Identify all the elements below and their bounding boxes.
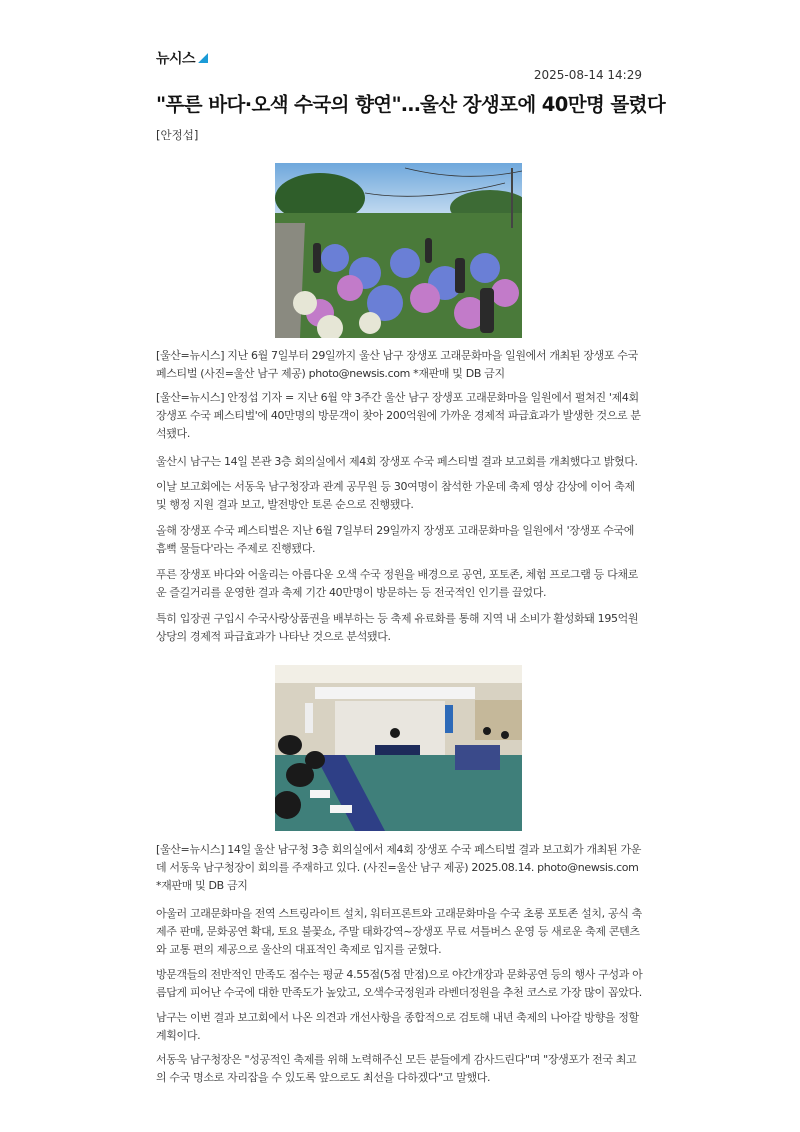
byline: [안정섭]: [156, 128, 199, 142]
paragraph-6: 특히 입장권 구입시 수국사랑상품권을 배부하는 등 축제 유료화를 통해 지역 내 소비가 활성화돼 195억원 상당의 경제적 파급효과가 나타난 것으로 분석됐다.: [156, 612, 639, 643]
caption-2: [울산=뉴시스] 14일 울산 남구청 3층 회의실에서 제4회 장생포 수국 페스티벌 결과 보고회가 개최된 가운데 서동욱 남구청장이 회의를 주재하고 있다. (사진=울산 남구 제공) 2025.08.14. photo@newsis.com *재판매 및 DB 금지: [156, 843, 642, 892]
paragraph-9: 남구는 이번 결과 보고회에서 나온 의견과 개선사항을 종합적으로 검토해 내년 축제의 나아갈 방향을 정할 계획이다.: [156, 1011, 639, 1042]
meeting-photo: [275, 665, 522, 831]
newsis-logo[interactable]: [156, 48, 208, 68]
paragraph-8: 방문객들의 전반적인 만족도 점수는 평균 4.55점(5점 만점)으로 야간개장과 문화공연 등의 행사 구성과 아름답게 피어난 수국에 대한 만족도가 높았고, 오색수국정원과 라벤더정원을 추천 코스로 가장 많이 꼽았다.: [156, 968, 643, 999]
caption-1: [울산=뉴시스] 지난 6월 7일부터 29일까지 울산 남구 장생포 고래문화마을 일원에서 개최된 장생포 수국 페스티벌 (사진=울산 남구 제공) photo@newsis.com *재판매 및 DB 금지: [156, 349, 638, 380]
paragraph-3: 이날 보고회에는 서동욱 남구청장과 관계 공무원 등 30여명이 참석한 가운데 축제 영상 감상에 이어 축제 및 행정 지원 결과 보고, 발전방안 토론 순으로 진행됐다.: [156, 480, 635, 511]
logo-mark-icon: [198, 53, 208, 63]
paragraph-5: 푸른 장생포 바다와 어울리는 아름다운 오색 수국 정원을 배경으로 공연, 포토존, 체험 프로그램 등 다채로운 즐길거리를 운영한 결과 축제 기간 40만명이 방문하는 등 전국적인 인기를 끌었다.: [156, 568, 638, 599]
publish-date: 2025-08-14 14:29: [533, 68, 642, 82]
paragraph-7: 아울러 고래문화마을 전역 스트링라이트 설치, 워터프론트와 고래문화마을 수국 초롱 포토존 설치, 공식 축제주 판매, 문화공연 확대, 토요 불꽃쇼, 주말 태화강역~장생포 무료 셔틀버스 운영 등 새로운 축제 콘텐츠와 교통 편의 제공으로 울산의 대표적인 축제로 입지를 굳혔다.: [156, 907, 642, 956]
paragraph-2: 울산시 남구는 14일 본관 3층 회의실에서 제4회 장생포 수국 페스티벌 결과 보고회를 개최했다고 밝혔다.: [156, 455, 638, 468]
article-headline: "푸른 바다·오색 수국의 향연"…울산 장생포에 40만명 몰렸다: [156, 93, 666, 116]
festival-photo: [275, 163, 522, 338]
paragraph-1: [울산=뉴시스] 안정섭 기자 = 지난 6월 약 3주간 울산 남구 장생포 고래문화마을 일원에서 펼쳐진 '제4회 장생포 수국 페스티벌'에 40만명의 방문객이 찾아 200억원에 가까운 경제적 파급효과가 발생한 것으로 분석됐다.: [156, 391, 641, 440]
paragraph-4: 올해 장생포 수국 페스티벌은 지난 6월 7일부터 29일까지 장생포 고래문화마을 일원에서 '장생포 수국에 흠뻑 물들다'라는 주제로 진행됐다.: [156, 524, 635, 555]
logo-text: 뉴시스: [156, 51, 196, 67]
paragraph-10: 서동욱 남구청장은 "성공적인 축제를 위해 노력해주신 모든 분들에게 감사드린다"며 "장생포가 전국 최고의 수국 명소로 자리잡을 수 있도록 앞으로도 최선을 다하겠다"고 말했다.: [156, 1053, 637, 1084]
